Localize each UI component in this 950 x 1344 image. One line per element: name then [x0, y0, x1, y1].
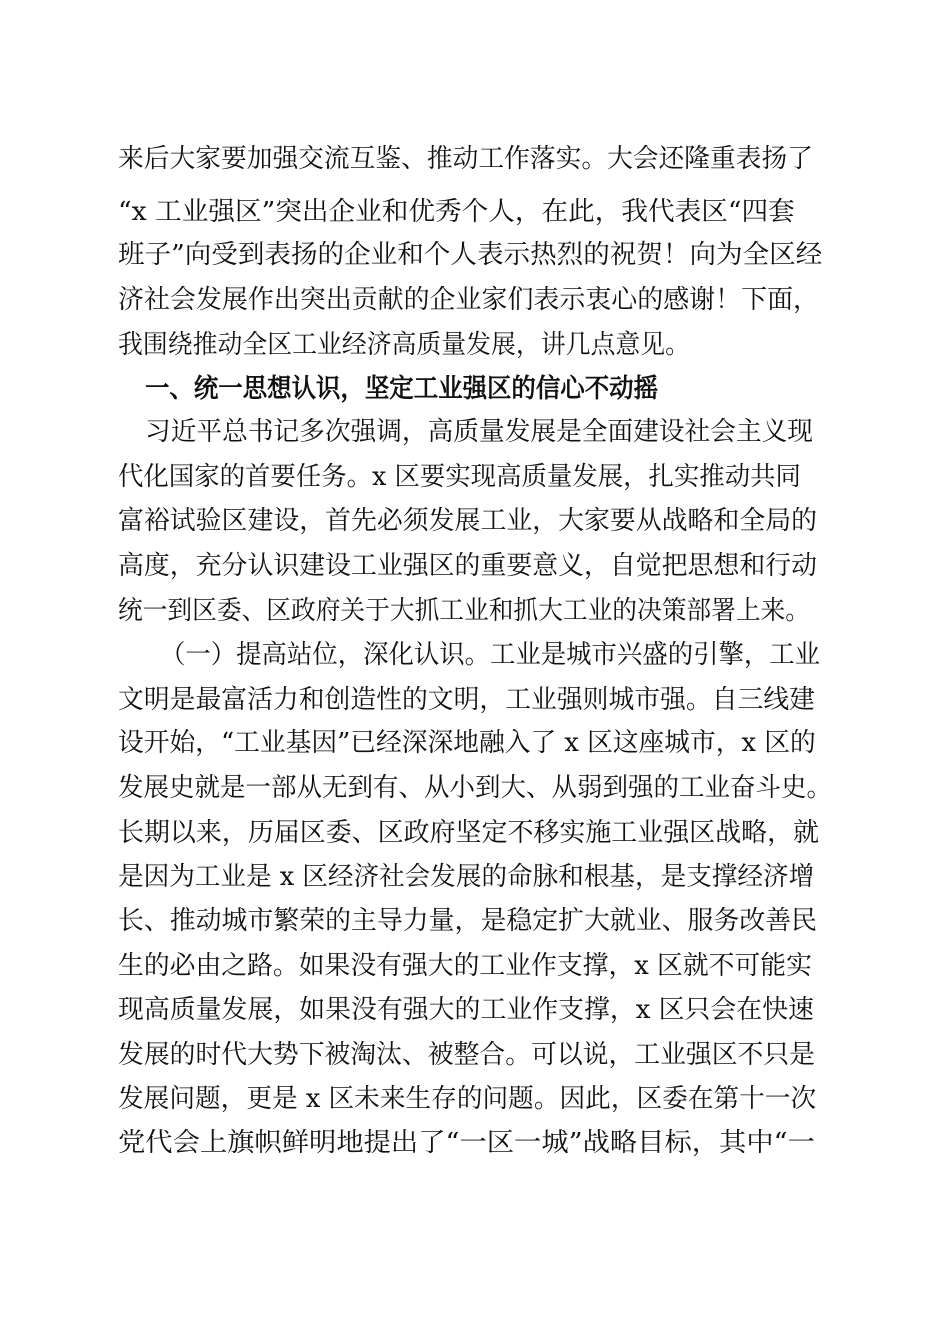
body-text-line — [0, 1118, 950, 1168]
line-text: 发展史就是一部从无到有、从小到大、从弱到强的工业奋斗史。 — [118, 773, 833, 803]
body-text-line — [0, 718, 950, 768]
body-text-line — [0, 941, 950, 991]
heading-text: 一、统一思想认识，坚定工业强区的信心不动摇 — [145, 374, 659, 404]
body-text-line — [0, 134, 950, 184]
line-text: 代化国家的首要任务。x 区要实现高质量发展，扎实推动共同 — [118, 462, 801, 492]
body-text-line — [0, 275, 950, 325]
body-text-line — [0, 896, 950, 946]
line-text: “x 工业强区”突出企业和优秀个人，在此，我代表区“四套 — [118, 197, 795, 227]
line-text: 党代会上旗帜鲜明地提出了“一区一城”战略目标，其中“一 — [118, 1128, 815, 1158]
body-text-line — [0, 496, 950, 546]
body-text-line — [0, 985, 950, 1035]
line-text: 济社会发展作出突出贡献的企业家们表示衷心的感谢！下面， — [118, 285, 820, 315]
line-text: （一）提高站位，深化认识。工业是城市兴盛的引擎，工业 — [160, 640, 821, 670]
line-text: 统一到区委、区政府关于大抓工业和抓大工业的决策部署上来。 — [118, 596, 811, 626]
body-text-line — [0, 586, 950, 636]
line-text: 文明是最富活力和创造性的文明，工业强则城市强。自三线建 — [118, 685, 816, 715]
line-text: 班子”向受到表扬的企业和个人表示热烈的祝贺！向为全区经 — [118, 240, 823, 270]
body-text-line — [0, 230, 950, 280]
body-text-line — [0, 1030, 950, 1080]
line-text: 是因为工业是 x 区经济社会发展的命脉和根基，是支撑经济增 — [118, 862, 815, 892]
line-text: 长、推动城市繁荣的主导力量，是稳定扩大就业、服务改善民 — [118, 906, 818, 936]
subsection-line — [0, 630, 950, 680]
line-text: 我围绕推动全区工业经济高质量发展，讲几点意见。 — [118, 330, 691, 360]
line-text: 生的必由之路。如果没有强大的工业作支撑，x 区就不可能实 — [118, 951, 812, 981]
body-text-line — [0, 763, 950, 813]
body-text-line — [0, 808, 950, 858]
body-text-line — [0, 1074, 950, 1124]
body-text-line — [0, 320, 950, 370]
line-text: 发展的时代大势下被淘汰、被整合。可以说，工业强区不只是 — [118, 1040, 816, 1070]
line-text: 现高质量发展，如果没有强大的工业作支撑，x 区只会在快速 — [118, 995, 814, 1025]
line-text: 长期以来，历届区委、区政府坚定不移实施工业强区战略，就 — [118, 818, 820, 848]
line-text: 高度，充分认识建设工业强区的重要意义，自觉把思想和行动 — [118, 551, 818, 581]
body-text-line — [0, 452, 950, 502]
line-text: 习近平总书记多次强调，高质量发展是全面建设社会主义现 — [145, 417, 814, 447]
line-text: 富裕试验区建设，首先必须发展工业，大家要从战略和全局的 — [118, 506, 818, 536]
line-text: 设开始，“工业基因”已经深深地融入了 x 区这座城市，x 区的 — [118, 728, 816, 758]
line-text: 来后大家要加强交流互鉴、推动工作落实。大会还隆重表扬了 — [118, 144, 814, 174]
line-text: 发展问题，更是 x 区未来生存的问题。因此，区委在第十一次 — [118, 1084, 817, 1114]
body-text-line — [0, 407, 950, 457]
body-text-line — [0, 852, 950, 902]
body-text-line — [0, 541, 950, 591]
